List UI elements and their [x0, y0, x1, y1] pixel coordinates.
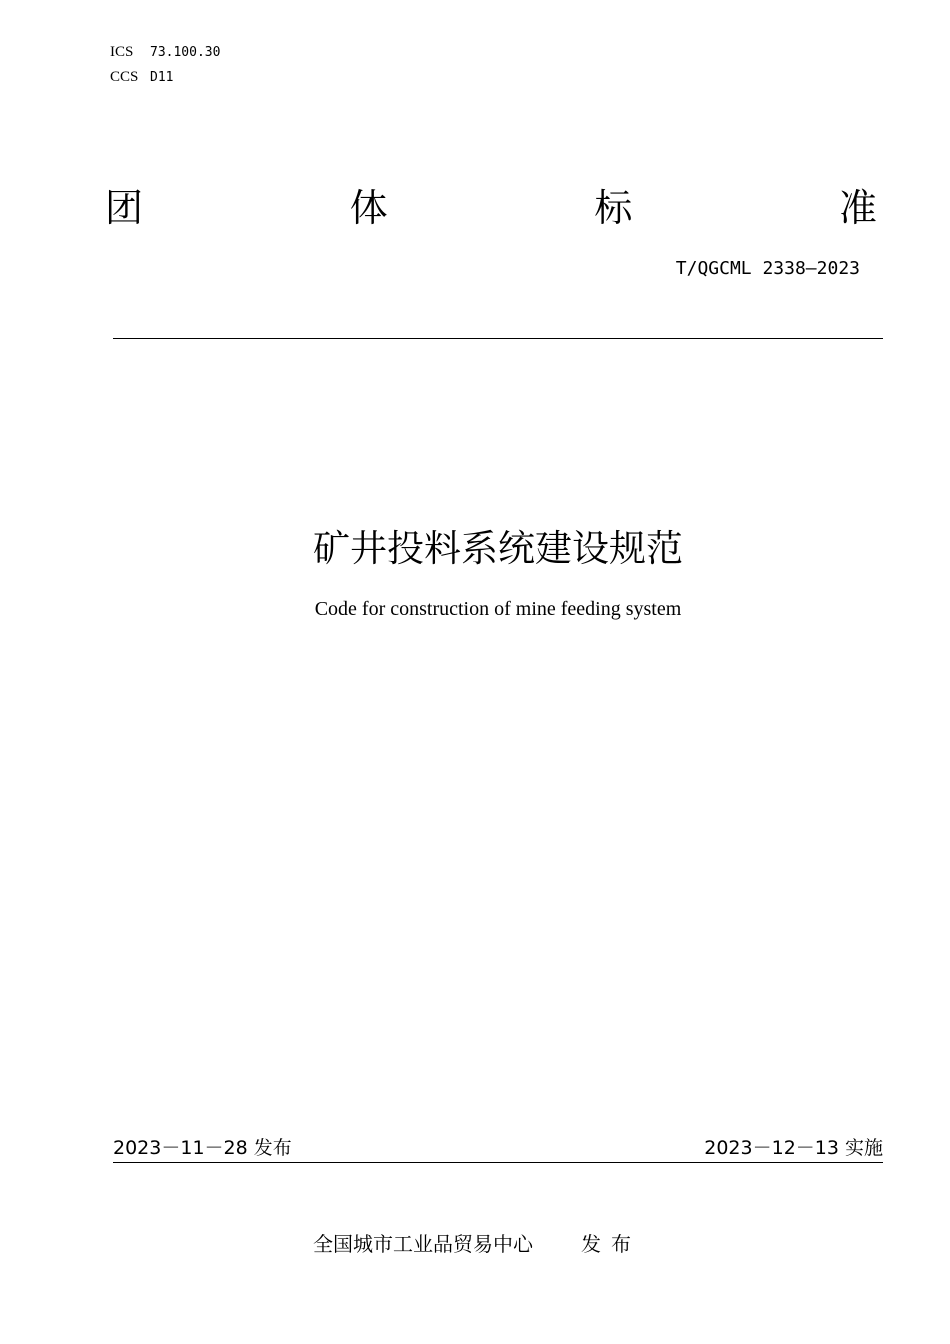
implement-date: 2023－12－13 实施 — [704, 1137, 883, 1159]
footer-divider — [113, 1162, 883, 1163]
publish-date: 2023－11－28 发布 — [113, 1137, 292, 1159]
publisher-name: 全国城市工业品贸易中心 — [313, 1232, 533, 1256]
standard-type-char: 标 — [594, 186, 633, 230]
standard-type-char: 准 — [838, 186, 877, 230]
title-chinese: 矿井投料系统建设规范 — [313, 527, 683, 570]
standard-type-heading — [105, 178, 877, 238]
ics-row — [110, 44, 220, 64]
standard-type-char: 体 — [349, 186, 388, 230]
ccs-label: CCS — [110, 69, 139, 85]
ccs-row — [110, 69, 173, 89]
ccs-value: D11 — [150, 70, 174, 85]
publisher-line — [313, 1228, 641, 1257]
standard-number: T/QGCML 2338—2023 — [675, 258, 860, 279]
standard-type-char: 团 — [105, 186, 144, 230]
title-english: Code for construction of mine feeding system — [314, 598, 682, 620]
header-divider — [113, 338, 883, 339]
publisher-action: 发布 — [581, 1232, 641, 1256]
ics-value: 73.100.30 — [150, 45, 221, 60]
ics-label: ICS — [110, 44, 134, 60]
